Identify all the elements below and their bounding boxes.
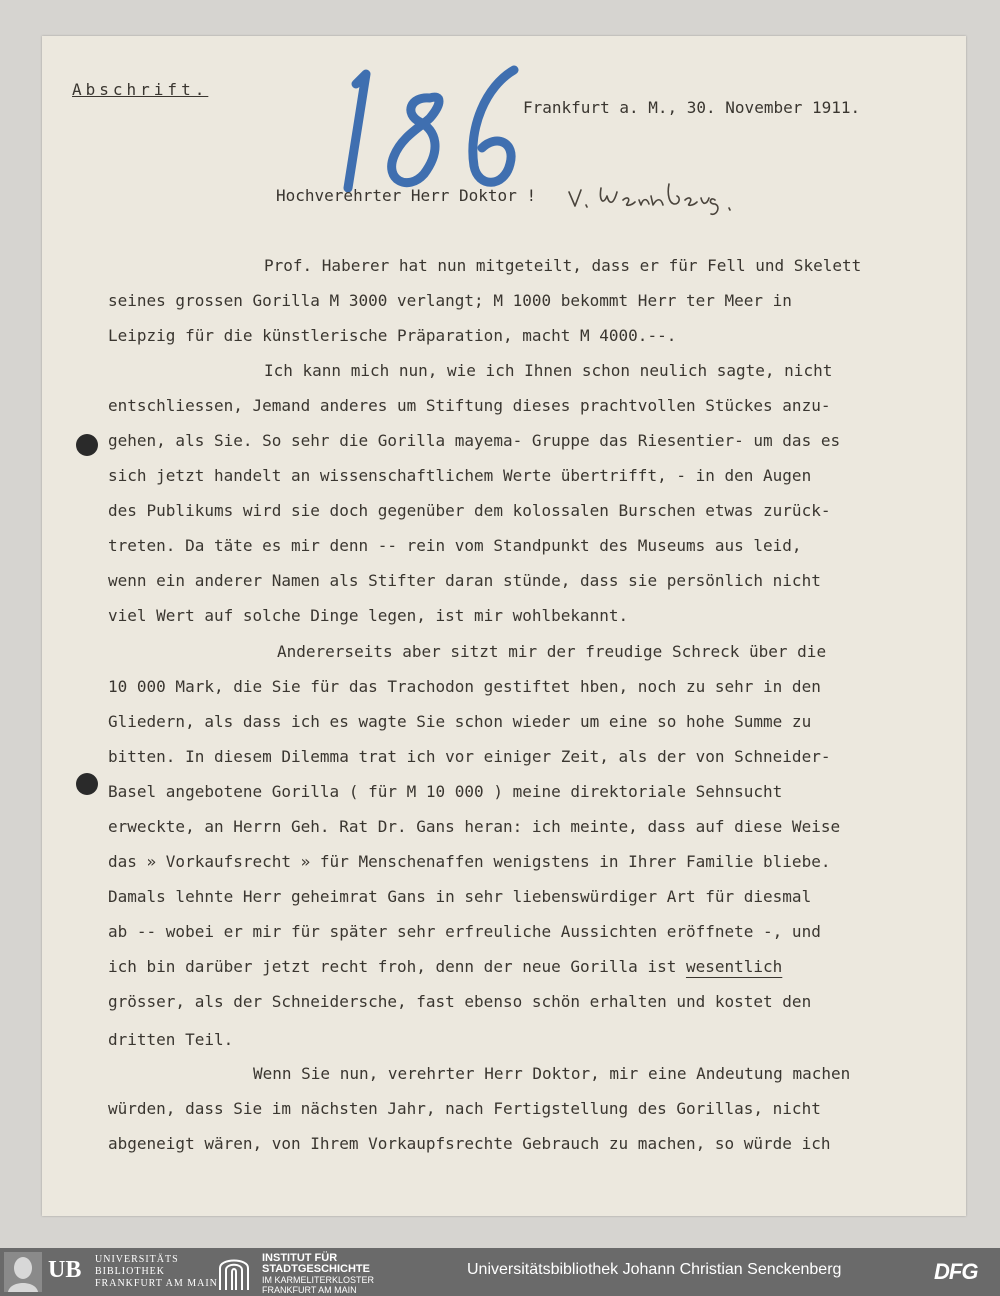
isg-logo-text bbox=[262, 1253, 374, 1295]
letter-line: viel Wert auf solche Dinge legen, ist mir wohlbekannt. bbox=[108, 606, 629, 625]
letter-line: Damals lehnte Herr geheimrat Gans in sehr liebenswürdiger Art für diesmal bbox=[108, 887, 812, 906]
letter-heading: Abschrift. bbox=[72, 80, 209, 99]
letter-line: das » Vorkaufsrecht » für Menschenaffen wenigstens in Ihrer Familie bliebe. bbox=[108, 852, 831, 871]
letter-line: Wenn Sie nun, verehrter Herr Doktor, mir eine Andeutung machen bbox=[253, 1064, 851, 1083]
letter-line: ab -- wobei er mir für später sehr erfreuliche Aussichten eröffnete -, und bbox=[108, 922, 821, 941]
archive-number-handwritten bbox=[318, 56, 538, 196]
letter-line: 10 000 Mark, die Sie für das Trachodon gestiftet hben, noch zu sehr in den bbox=[108, 677, 821, 696]
ub-line: UNIVERSITÄTS bbox=[95, 1254, 179, 1265]
letter-line: Ich kann mich nun, wie ich Ihnen schon neulich sagte, nicht bbox=[264, 361, 833, 380]
arch-icon bbox=[214, 1252, 254, 1292]
isg-line: STADTGESCHICHTE bbox=[262, 1263, 370, 1275]
letter-line-text: ich bin darüber jetzt recht froh, denn der neue Gorilla ist bbox=[108, 957, 686, 976]
viewer-footer-bar bbox=[0, 1248, 1000, 1296]
letter-line: des Publikums wird sie doch gegenüber dem kolossalen Burschen etwas zurück- bbox=[108, 501, 831, 520]
ub-line: BIBLIOTHEK bbox=[95, 1266, 165, 1277]
punch-hole bbox=[76, 434, 98, 456]
letter-line: Basel angebotene Gorilla ( für M 10 000 ) meine direktoriale Sehnsucht bbox=[108, 782, 783, 801]
dfg-logo: DFG bbox=[934, 1259, 978, 1284]
letter-line: sich jetzt handelt an wissenschaftlichem Werte übertrifft, - in den Augen bbox=[108, 466, 812, 485]
ub-logo-mark: UB bbox=[48, 1257, 82, 1283]
handwritten-addressee bbox=[565, 176, 770, 216]
letter-salutation: Hochverehrter Herr Doktor ! bbox=[276, 186, 537, 205]
letter-line: bitten. In diesem Dilemma trat ich vor einiger Zeit, als der von Schneider- bbox=[108, 747, 831, 766]
ub-line: FRANKFURT AM MAIN bbox=[95, 1278, 218, 1289]
isg-line: IM KARMELITERKLOSTER bbox=[262, 1275, 375, 1285]
letter-line: treten. Da täte es mir denn -- rein vom Standpunkt des Museums aus leid, bbox=[108, 536, 802, 555]
library-name: Universitätsbibliothek Johann Christian Senckenberg bbox=[467, 1261, 842, 1278]
letter-line: seines grossen Gorilla M 3000 verlangt; M 1000 bekommt Herr ter Meer in bbox=[108, 291, 792, 310]
letter-line: dritten Teil. bbox=[108, 1030, 234, 1049]
isg-line: FRANKFURT AM MAIN bbox=[262, 1285, 357, 1295]
goethe-portrait-icon bbox=[0, 1248, 46, 1296]
letter-line: würden, dass Sie im nächsten Jahr, nach Fertigstellung des Gorillas, nicht bbox=[108, 1099, 821, 1118]
letter-line: Gliedern, als dass ich es wagte Sie schon wieder um eine so hohe Summe zu bbox=[108, 712, 812, 731]
letter-line: abgeneigt wären, von Ihrem Vorkaupfsrechte Gebrauch zu machen, so würde ich bbox=[108, 1134, 831, 1153]
underlined-word: wesentlich bbox=[685, 957, 783, 976]
letter-line: Andererseits aber sitzt mir der freudige Schreck über die bbox=[277, 642, 827, 661]
letter-line: erweckte, an Herrn Geh. Rat Dr. Gans heran: ich meinte, dass auf diese Weise bbox=[108, 817, 841, 836]
isg-line: INSTITUT FÜR bbox=[262, 1252, 338, 1264]
letter-line: grösser, als der Schneidersche, fast ebenso schön erhalten und kostet den bbox=[108, 992, 812, 1011]
ub-logo-text bbox=[95, 1254, 218, 1290]
letter-dateline: Frankfurt a. M., 30. November 1911. bbox=[523, 98, 861, 117]
letter-line: entschliessen, Jemand anderes um Stiftung dieses prachtvollen Stückes anzu- bbox=[108, 396, 831, 415]
letter-line: wenn ein anderer Namen als Stifter daran stünde, dass sie persönlich nicht bbox=[108, 571, 821, 590]
punch-hole bbox=[76, 773, 98, 795]
letter-line: Leipzig für die künstlerische Präparation, macht M 4000.--. bbox=[108, 326, 677, 345]
letter-line: gehen, als Sie. So sehr die Gorilla mayema- Gruppe das Riesentier- um das es bbox=[108, 431, 841, 450]
letter-line: Prof. Haberer hat nun mitgeteilt, dass er für Fell und Skelett bbox=[264, 256, 862, 275]
letter-line bbox=[108, 957, 782, 977]
